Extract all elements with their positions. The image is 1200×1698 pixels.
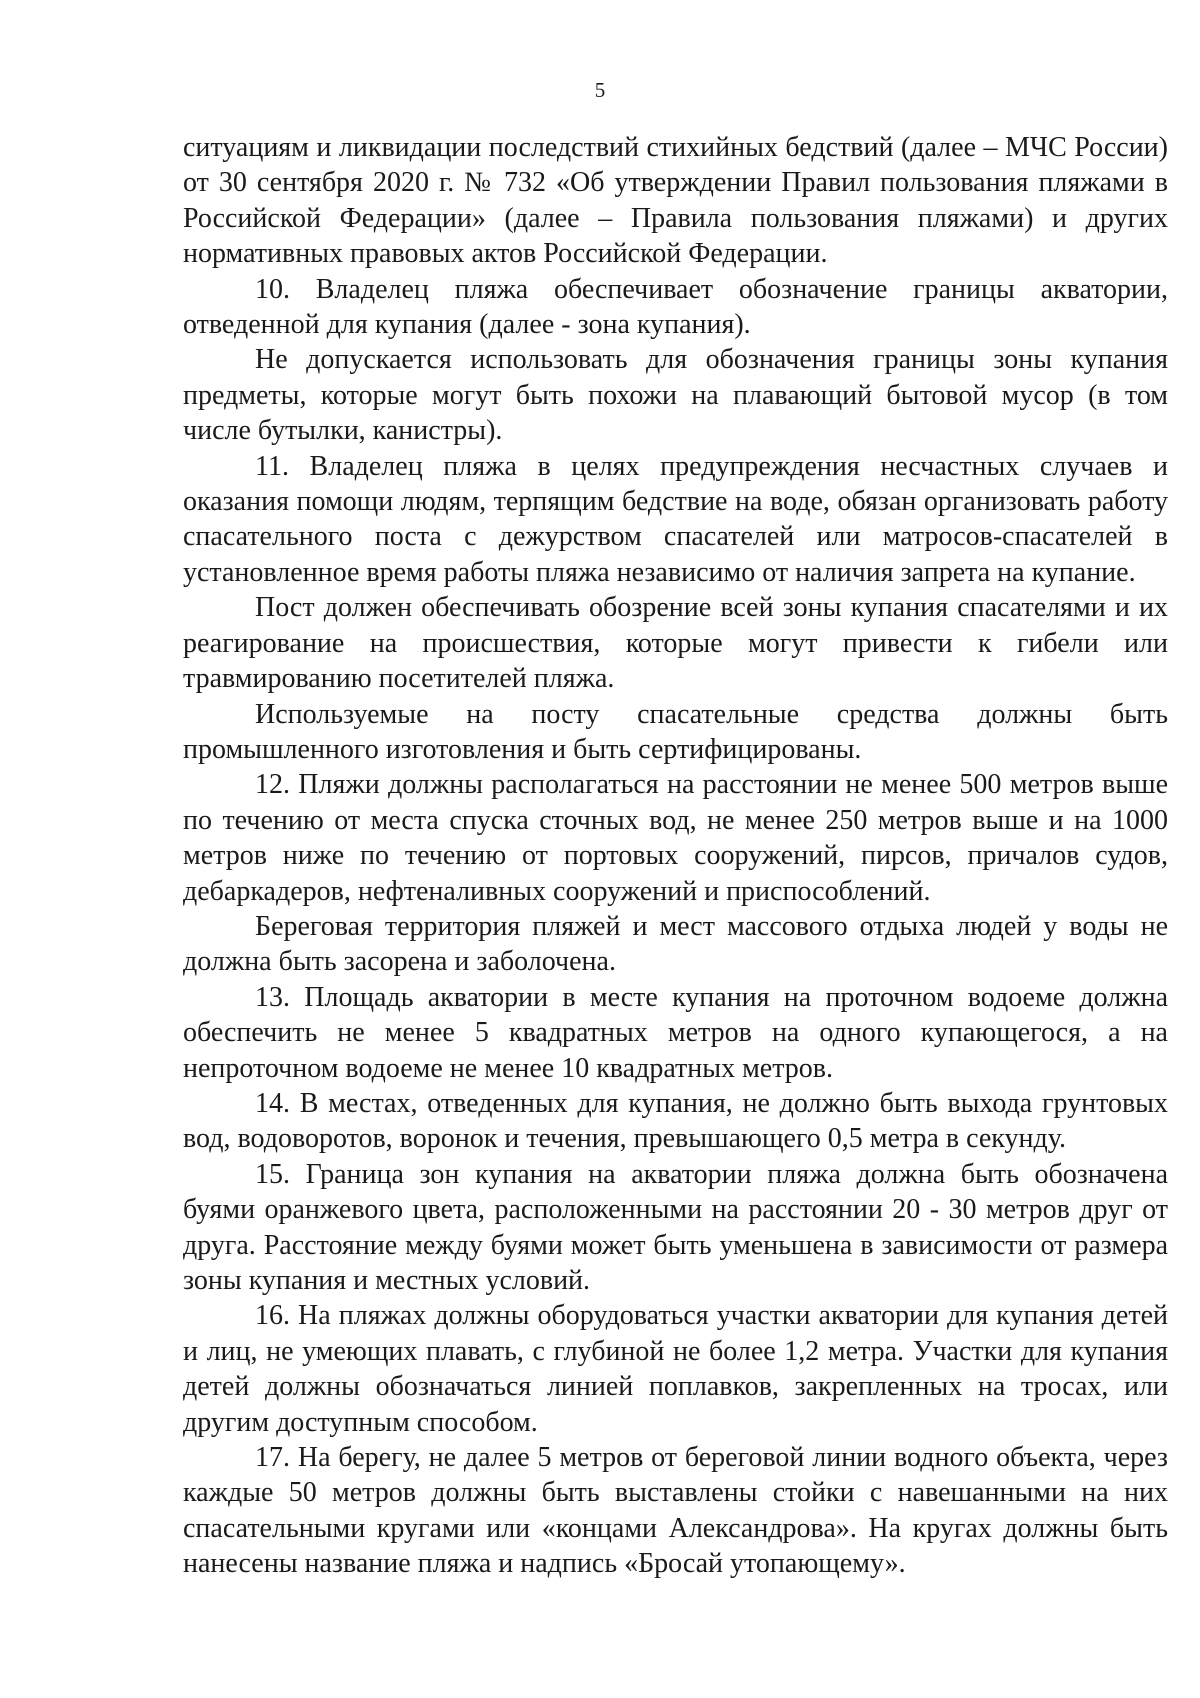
paragraph-continuation: ситуациям и ликвидации последствий стихийных бедствий (далее – МЧС России) от 30 сентября 2020 г. № 732 «Об утверждении Правил пользования пляжами в Российской Федерации» (далее – Правила пользования пляжами) и других нормативных правовых актов Российской Федерации. [183,132,1168,270]
paragraph-item-10-note: Не допускается использовать для обозначения границы зоны купания предметы, которые могут быть похожи на плавающий бытовой мусор (в том числе бутылки, канистры). [183,344,1168,447]
page-number: 5 [594,78,606,102]
paragraph-item-14: 14. В местах, отведенных для купания, не должно быть выхода грунтовых вод, водоворотов, воронок и течения, превышающего 0,5 метра в секунду. [183,1087,1168,1155]
paragraph-item-13: 13. Площадь акватории в месте купания на проточном водоеме должна обеспечить не менее 5 квадратных метров на одного купающегося, а на непроточном водоеме не менее 10 квадратных метров. [183,981,1168,1084]
paragraph-item-16: 16. На пляжах должны оборудоваться участки акватории для купания детей и лиц, не умеющих плавать, с глубиной не более 1,2 метра. Участки для купания детей должны обозначаться линией поплавков, закрепленных на тросах, или другим доступным способом. [183,1300,1168,1438]
paragraph-item-12: 12. Пляжи должны располагаться на расстоянии не менее 500 метров выше по течению от места спуска сточных вод, не менее 250 метров выше и на 1000 метров ниже по течению от портовых сооружений, пирсов, причалов судов, дебаркадеров, нефтеналивных сооружений и приспособлений. [183,769,1168,907]
paragraph-item-15: 15. Граница зон купания на акватории пляжа должна быть обозначена буями оранжевого цвета, расположенными на расстоянии 20 - 30 метров друг от друга. Расстояние между буями может быть уменьшена в зависимости от размера зоны купания и местных условий. [183,1158,1168,1296]
paragraph-item-10: 10. Владелец пляжа обеспечивает обозначение границы акватории, отведенной для купания (далее - зона купания). [183,273,1168,341]
paragraph-item-17: 17. На берегу, не далее 5 метров от береговой линии водного объекта, через каждые 50 метров должны быть выставлены стойки с навешанными на них спасательными кругами или «концами Александрова». На кругах должны быть нанесены название пляжа и надпись «Бросай утопающему». [183,1442,1168,1580]
paragraph-item-11: 11. Владелец пляжа в целях предупреждения несчастных случаев и оказания помощи людям, терпящим бедствие на воде, обязан организовать работу спасательного поста с дежурством спасателей или матросов-спасателей в установленное время работы пляжа независимо от наличия запрета на купание. [183,450,1168,588]
document-body [183,130,1168,1582]
paragraph-item-11-equipment: Используемые на посту спасательные средства должны быть промышленного изготовления и быть сертифицированы. [183,698,1168,765]
paragraph-item-12-shore: Береговая территория пляжей и мест массового отдыха людей у воды не должна быть засорена и заболочена. [183,910,1168,978]
paragraph-item-11-post: Пост должен обеспечивать обозрение всей зоны купания спасателями и их реагирование на происшествия, которые могут привести к гибели или травмированию посетителей пляжа. [183,592,1168,695]
